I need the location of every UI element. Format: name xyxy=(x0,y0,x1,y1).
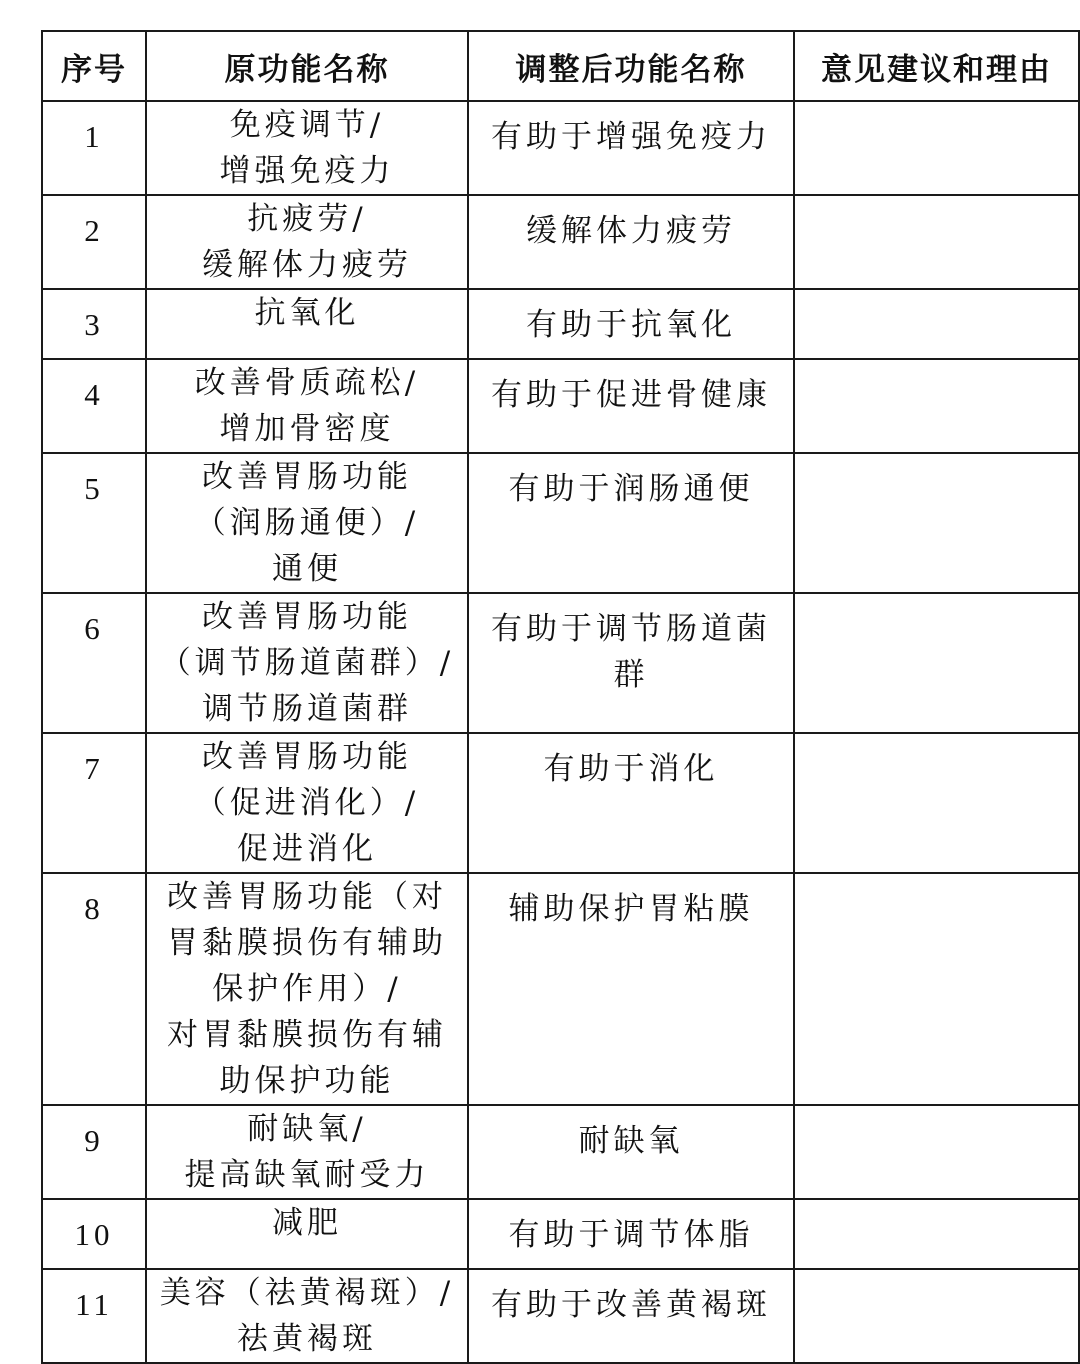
original-name-line: 增加骨密度 xyxy=(219,411,395,447)
adjusted-function-name xyxy=(468,733,794,873)
table-row xyxy=(42,873,1079,1105)
adjusted-name-line: 有助于调节体脂 xyxy=(508,1217,754,1253)
adjusted-name-line: 有助于抗氧化 xyxy=(526,307,736,343)
opinion-cell xyxy=(794,101,1079,195)
adjusted-name-line: 缓解体力疲劳 xyxy=(526,213,736,249)
original-name-line: 改善胃肠功能 xyxy=(202,599,412,635)
table-row xyxy=(42,453,1079,593)
opinion-cell xyxy=(794,593,1079,733)
original-name-line: 胃黏膜损伤有辅助 xyxy=(167,925,447,961)
header-index: 序号 xyxy=(42,31,146,101)
table-row xyxy=(42,733,1079,873)
original-name-line: 抗疲劳/ xyxy=(247,201,367,237)
original-name-line: 改善骨质疏松/ xyxy=(194,365,420,401)
header-opinion: 意见建议和理由 xyxy=(794,31,1079,101)
opinion-cell xyxy=(794,1199,1079,1269)
adjusted-name-line: 群 xyxy=(613,657,649,693)
original-name-line: 保护作用）/ xyxy=(212,971,402,1007)
original-function-name xyxy=(146,873,468,1105)
table-row xyxy=(42,195,1079,289)
row-index: 3 xyxy=(42,289,146,359)
function-name-table xyxy=(41,30,1080,1364)
original-name-line: 缓解体力疲劳 xyxy=(202,247,412,283)
opinion-cell xyxy=(794,195,1079,289)
row-index: 6 xyxy=(42,593,146,733)
row-index: 1 xyxy=(42,101,146,195)
original-name-line: （润肠通便）/ xyxy=(194,505,420,541)
opinion-cell xyxy=(794,1105,1079,1199)
original-name-line: 提高缺氧耐受力 xyxy=(184,1157,430,1193)
header-adjusted-name: 调整后功能名称 xyxy=(468,31,794,101)
original-name-line: 对胃黏膜损伤有辅 xyxy=(167,1017,447,1053)
original-function-name xyxy=(146,1199,468,1269)
table-row xyxy=(42,289,1079,359)
original-function-name xyxy=(146,453,468,593)
original-function-name xyxy=(146,1269,468,1363)
original-name-line: 通便 xyxy=(272,551,342,587)
adjusted-function-name xyxy=(468,453,794,593)
row-index: 8 xyxy=(42,873,146,1105)
opinion-cell xyxy=(794,873,1079,1105)
adjusted-name-line: 有助于润肠通便 xyxy=(508,471,754,507)
original-name-line: 增强免疫力 xyxy=(219,153,395,189)
adjusted-function-name xyxy=(468,289,794,359)
original-function-name xyxy=(146,733,468,873)
original-function-name xyxy=(146,289,468,359)
adjusted-function-name xyxy=(468,359,794,453)
adjusted-name-line: 辅助保护胃粘膜 xyxy=(508,891,754,927)
adjusted-name-line: 耐缺氧 xyxy=(578,1123,684,1159)
original-function-name xyxy=(146,101,468,195)
adjusted-name-line: 有助于调节肠道菌 xyxy=(491,611,771,647)
original-name-line: （促进消化）/ xyxy=(194,785,420,821)
adjusted-name-line: 有助于消化 xyxy=(543,751,719,787)
table-row xyxy=(42,1199,1079,1269)
original-function-name xyxy=(146,593,468,733)
table-row xyxy=(42,593,1079,733)
original-name-line: 调节肠道菌群 xyxy=(202,691,412,727)
adjusted-name-line: 有助于促进骨健康 xyxy=(491,377,771,413)
table-row xyxy=(42,1269,1079,1363)
row-index: 10 xyxy=(42,1199,146,1269)
opinion-cell xyxy=(794,289,1079,359)
original-function-name xyxy=(146,359,468,453)
original-function-name xyxy=(146,195,468,289)
original-name-line: 改善胃肠功能 xyxy=(202,459,412,495)
table-row xyxy=(42,1105,1079,1199)
original-function-name xyxy=(146,1105,468,1199)
header-row xyxy=(42,31,1079,101)
row-index: 2 xyxy=(42,195,146,289)
original-name-line: 促进消化 xyxy=(237,831,377,867)
row-index: 5 xyxy=(42,453,146,593)
original-name-line: 美容（祛黄褐斑）/ xyxy=(159,1275,455,1311)
adjusted-function-name xyxy=(468,873,794,1105)
header-original-name: 原功能名称 xyxy=(146,31,468,101)
adjusted-function-name xyxy=(468,195,794,289)
adjusted-function-name xyxy=(468,1269,794,1363)
row-index: 4 xyxy=(42,359,146,453)
table-row xyxy=(42,101,1079,195)
original-name-line: 耐缺氧/ xyxy=(247,1111,367,1147)
table-row xyxy=(42,359,1079,453)
opinion-cell xyxy=(794,1269,1079,1363)
adjusted-name-line: 有助于增强免疫力 xyxy=(491,119,771,155)
original-name-line: （调节肠道菌群）/ xyxy=(159,645,455,681)
adjusted-function-name xyxy=(468,593,794,733)
opinion-cell xyxy=(794,733,1079,873)
opinion-cell xyxy=(794,453,1079,593)
original-name-line: 抗氧化 xyxy=(254,295,360,331)
row-index: 7 xyxy=(42,733,146,873)
original-name-line: 改善胃肠功能（对 xyxy=(167,879,447,915)
adjusted-function-name xyxy=(468,1199,794,1269)
original-name-line: 改善胃肠功能 xyxy=(202,739,412,775)
original-name-line: 祛黄褐斑 xyxy=(237,1321,377,1357)
adjusted-name-line: 有助于改善黄褐斑 xyxy=(491,1287,771,1323)
original-name-line: 免疫调节/ xyxy=(229,107,385,143)
opinion-cell xyxy=(794,359,1079,453)
original-name-line: 减肥 xyxy=(272,1205,342,1241)
original-name-line: 助保护功能 xyxy=(219,1063,395,1099)
adjusted-function-name xyxy=(468,1105,794,1199)
row-index: 11 xyxy=(42,1269,146,1363)
table-body xyxy=(42,101,1079,1363)
adjusted-function-name xyxy=(468,101,794,195)
row-index: 9 xyxy=(42,1105,146,1199)
